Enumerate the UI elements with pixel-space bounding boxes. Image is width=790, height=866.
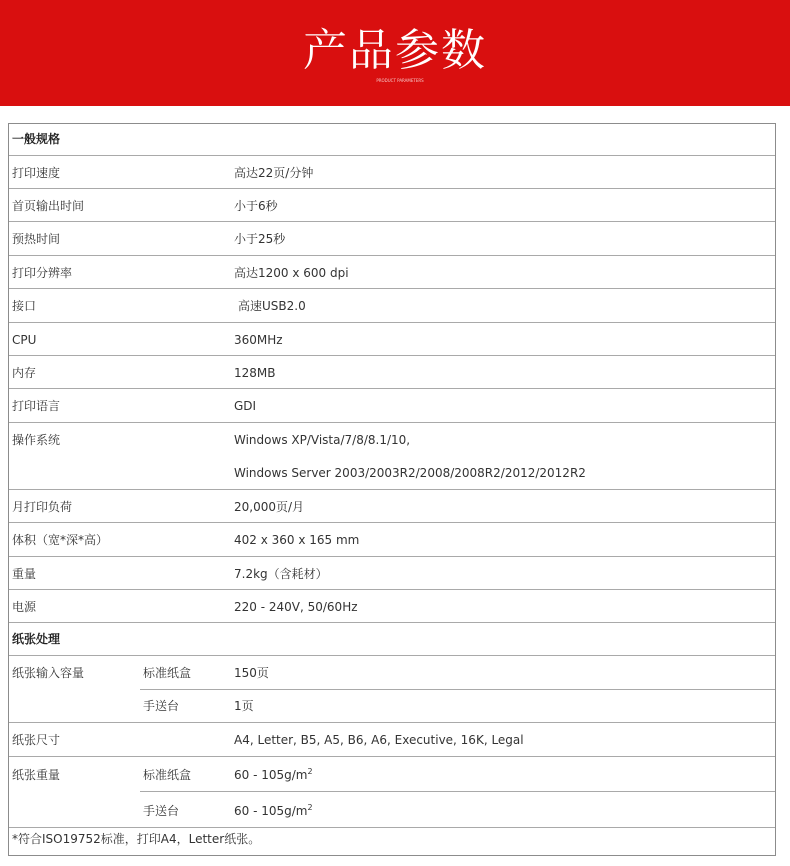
row-label: 打印速度 [12, 166, 61, 180]
row-label: 接口 [12, 299, 37, 313]
section-title: 一般规格 [12, 132, 61, 146]
row-value: 220 - 240V, 50/60Hz [234, 600, 358, 614]
row-sublabel: 手送台 [143, 699, 180, 713]
row-label: 操作系统 [12, 433, 61, 447]
row-label: 纸张尺寸 [12, 733, 61, 747]
row-value: $60 - 105g/m^2$ [234, 767, 313, 782]
row-value: 小于6秒 [234, 199, 278, 213]
row-value: 360MHz [234, 333, 283, 347]
row-value: A4, Letter, B5, A5, B6, A6, Executive, 16K, Legal [234, 733, 524, 747]
row-value: 128MB [234, 366, 276, 380]
row-value: GDI [234, 399, 257, 413]
divider [140, 689, 775, 690]
row-sublabel: 标准纸盒 [143, 768, 192, 782]
table-row [9, 490, 775, 523]
section-paper [9, 623, 775, 656]
row-label: 电源 [12, 600, 37, 614]
section-title: 纸张处理 [12, 632, 61, 646]
banner-subtitle: PRODUCT PARAMETERS [376, 78, 424, 83]
table-row [9, 323, 775, 356]
row-label: 打印分辨率 [12, 266, 73, 280]
row-value: 小于25秒 [234, 232, 286, 246]
table-row [9, 423, 775, 490]
row-label: 体积（宽*深*高） [12, 533, 109, 547]
header-banner [0, 0, 790, 106]
table-row [9, 189, 775, 222]
table-row [9, 656, 775, 723]
table-row [9, 389, 775, 423]
row-value: 高达22页/分钟 [234, 166, 314, 180]
row-value: $60 - 105g/m^2$ [234, 803, 313, 818]
table-row [9, 356, 775, 389]
table-row [9, 289, 775, 323]
table-row [9, 557, 775, 590]
row-label: 预热时间 [12, 232, 61, 246]
table-row [9, 590, 775, 623]
row-value: Windows Server 2003/2003R2/2008/2008R2/2012/2012R2 [234, 466, 586, 480]
row-label: 内存 [12, 366, 37, 380]
table-row [9, 256, 775, 289]
row-label: 纸张输入容量 [12, 666, 85, 680]
section-general [9, 124, 775, 156]
row-value: 150页 [234, 666, 269, 680]
row-label: 月打印负荷 [12, 500, 73, 514]
table-row [9, 523, 775, 557]
row-label: 打印语言 [12, 399, 61, 413]
row-value: 402 x 360 x 165 mm [234, 533, 360, 547]
footnote: *符合ISO19752标准，打印A4，Letter纸张。 [12, 832, 261, 846]
row-value: 7.2kg（含耗材） [234, 567, 328, 581]
spec-table [8, 123, 776, 856]
row-value: 1页 [234, 699, 254, 713]
page-title: 产品参数 [303, 25, 487, 76]
row-value: Windows XP/Vista/7/8/8.1/10, [234, 433, 411, 447]
row-label: 首页输出时间 [12, 199, 85, 213]
row-label: 重量 [12, 567, 37, 581]
table-row [9, 723, 775, 757]
row-value: 20,000页/月 [234, 500, 305, 514]
row-sublabel: 手送台 [143, 804, 180, 818]
table-row [9, 222, 775, 256]
row-sublabel: 标准纸盒 [143, 666, 192, 680]
table-row [9, 156, 775, 189]
row-value: 高速USB2.0 [238, 299, 306, 313]
table-row [9, 757, 775, 828]
row-label: CPU [12, 333, 37, 347]
row-label: 纸张重量 [12, 768, 61, 782]
divider [140, 791, 775, 792]
row-value: 高达1200 x 600 dpi [234, 266, 349, 280]
